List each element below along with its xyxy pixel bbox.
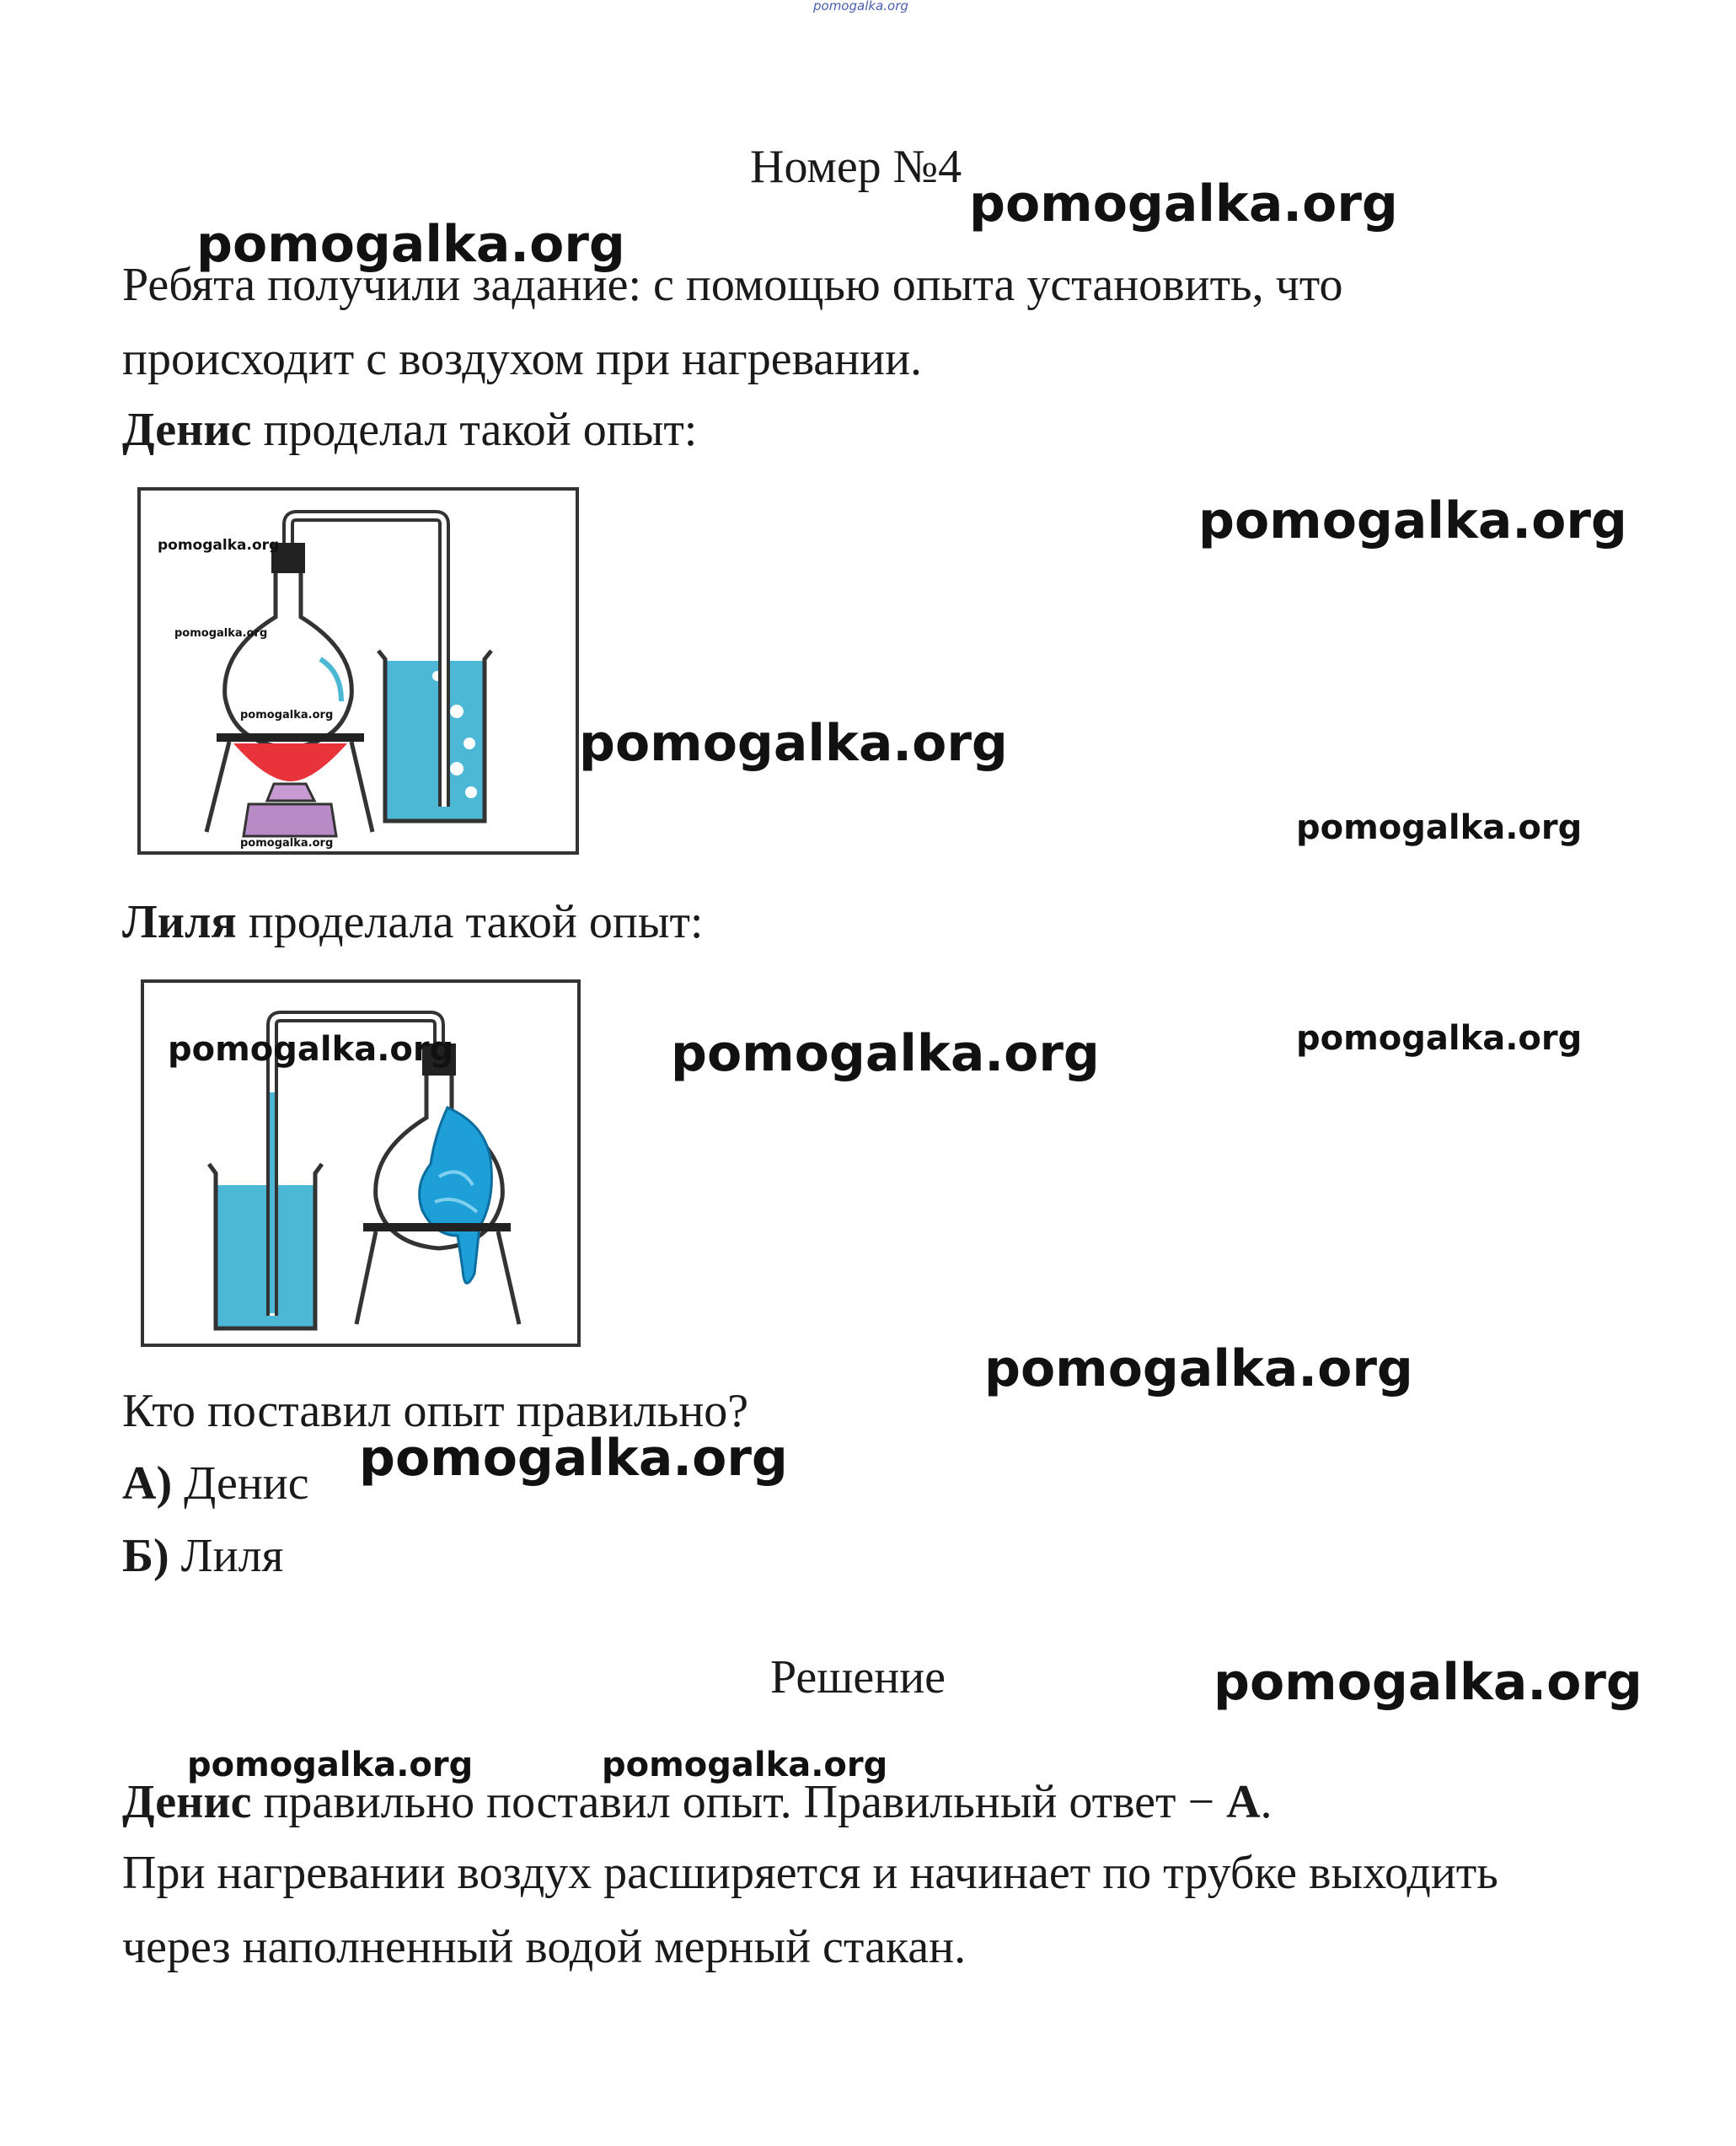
option-a [122, 1457, 309, 1510]
figure-watermark: pomogalka.org [158, 537, 280, 554]
lilya-intro [122, 896, 704, 948]
tripod-ring [217, 733, 364, 742]
top-watermark: pomogalka.org [813, 0, 908, 13]
watermark: pomogalka.org [196, 215, 625, 274]
watermark: pomogalka.org [602, 1746, 888, 1784]
answer-name: Денис [122, 1776, 252, 1828]
bubble [465, 786, 477, 798]
watermark: pomogalka.org [1214, 1653, 1642, 1712]
answer-end: . [1260, 1776, 1273, 1828]
question: Кто поставил опыт правильно? [122, 1385, 749, 1437]
watermark: pomogalka.org [359, 1429, 788, 1488]
figure-watermark: pomogalka.org [240, 837, 334, 850]
tube-water [270, 1092, 275, 1313]
watermark: pomogalka.org [671, 1024, 1100, 1083]
lilya-experiment-drawing [144, 983, 584, 1350]
watermark: pomogalka.org [579, 714, 1008, 773]
denis-experiment-drawing [141, 491, 582, 858]
burner-top [267, 784, 314, 801]
watermark: pomogalka.org [984, 1339, 1413, 1398]
answer-letter: А [1226, 1776, 1261, 1828]
beaker-water [216, 1185, 315, 1328]
watermark: pomogalka.org [1296, 1019, 1583, 1058]
denis-experiment-figure [137, 487, 579, 855]
tripod-leg [206, 742, 229, 832]
tripod-ring [363, 1223, 511, 1231]
bubble [450, 762, 463, 775]
denis-name: Денис [122, 404, 252, 456]
option-text: Лиля [169, 1530, 284, 1582]
task-line-1: Ребята получили задание: с помощью опыта установить, что [122, 259, 1343, 311]
tripod-leg [351, 742, 372, 832]
option-label: Б) [122, 1530, 169, 1582]
lilya-experiment-figure [141, 979, 581, 1347]
bubble [463, 738, 475, 749]
explanation-line-1: При нагревании воздух расширяется и начинает по трубке выходить [122, 1847, 1498, 1899]
bubble [450, 705, 463, 718]
solution-title: Решение [770, 1651, 946, 1703]
denis-intro-text: проделал такой опыт: [251, 404, 698, 456]
answer-line [122, 1778, 1273, 1826]
page-title: Номер №4 [750, 141, 962, 193]
watermark: pomogalka.org [969, 174, 1398, 233]
watermark: pomogalka.org [1198, 491, 1627, 550]
answer-text: правильно поставил опыт. Правильный ответ − [251, 1776, 1227, 1828]
explanation-line-2: через наполненный водой мерный стакан. [122, 1921, 967, 1973]
denis-intro [122, 404, 698, 456]
task-line-2: происходит с воздухом при нагревании. [122, 333, 923, 385]
figure-watermark: pomogalka.org [174, 627, 268, 640]
flame [233, 743, 347, 781]
lilya-name: Лиля [122, 896, 237, 948]
option-text: Денис [172, 1457, 309, 1510]
figure-watermark: pomogalka.org [240, 709, 334, 722]
option-label: А) [122, 1457, 173, 1510]
watermark: pomogalka.org [1296, 808, 1583, 847]
burner-base [244, 804, 336, 836]
watermark: pomogalka.org [187, 1746, 474, 1784]
lilya-intro-text: проделала такой опыт: [236, 896, 704, 948]
figure-watermark: pomogalka.org [168, 1030, 454, 1069]
tripod-leg [356, 1231, 376, 1324]
tripod-leg [498, 1231, 519, 1324]
option-b [122, 1532, 283, 1580]
